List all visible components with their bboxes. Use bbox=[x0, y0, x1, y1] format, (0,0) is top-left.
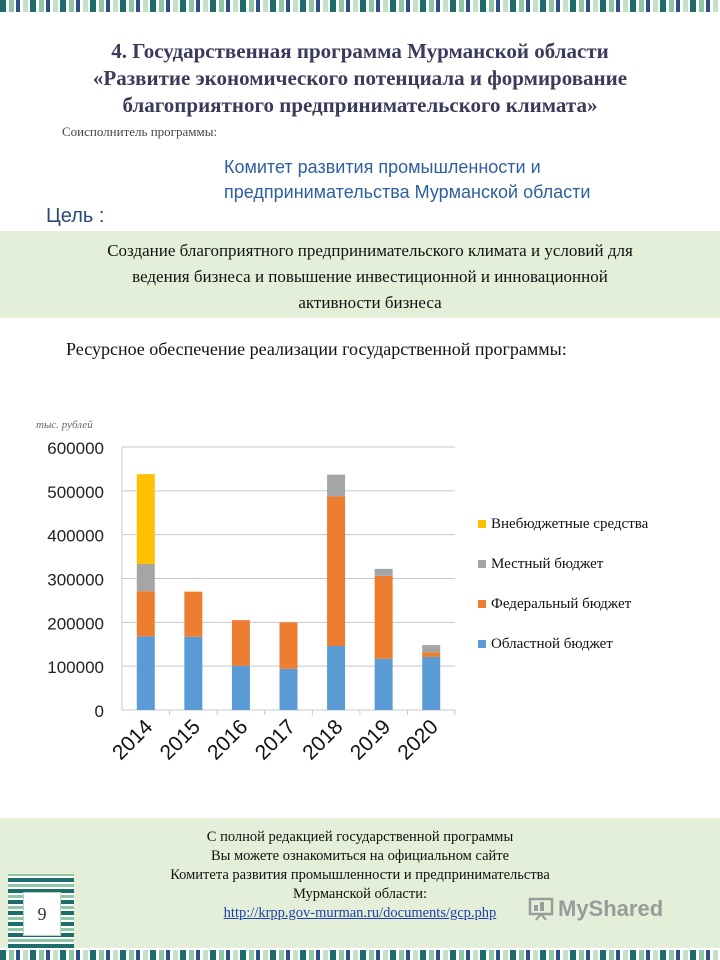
x-tick-label: 2016 bbox=[203, 715, 253, 765]
y-tick-label: 0 bbox=[94, 702, 104, 721]
title-line-2: «Развитие экономического потенциала и формирование bbox=[92, 66, 628, 90]
x-tick-label: 2014 bbox=[108, 715, 158, 765]
bar-2015-Областной-бюджет bbox=[184, 637, 202, 710]
bar-2020-Федеральный-бюджет bbox=[422, 652, 440, 657]
legend-swatch bbox=[478, 640, 486, 648]
bar-2015-Федеральный-бюджет bbox=[184, 592, 202, 637]
x-tick-label: 2015 bbox=[155, 715, 205, 765]
presentation-icon bbox=[528, 897, 554, 921]
top-decorative-stripe bbox=[0, 0, 720, 12]
bar-2018-Федеральный-бюджет bbox=[327, 496, 345, 646]
x-tick-label: 2019 bbox=[345, 715, 396, 765]
legend-label: Местный бюджет bbox=[491, 556, 604, 572]
title-line-1: 4. Государственная программа Мурманской области bbox=[111, 39, 609, 63]
program-link[interactable]: http://krpp.gov-murman.ru/documents/gcp.php bbox=[223, 905, 497, 921]
bottom-decorative-stripe bbox=[0, 950, 720, 960]
x-tick-label: 2017 bbox=[250, 715, 301, 765]
x-tick-label: 2018 bbox=[298, 715, 348, 765]
bar-2016-Областной-бюджет bbox=[232, 666, 250, 710]
footer-line-1: С полной редакцией государственной программы bbox=[206, 829, 514, 845]
chart-unit-label: тыс. рублей bbox=[36, 419, 93, 431]
bar-2017-Федеральный-бюджет bbox=[280, 622, 298, 668]
legend-swatch bbox=[478, 560, 486, 568]
footer-line-3: Комитета развития промышленности и предпринимательства bbox=[170, 867, 550, 883]
y-tick-label: 500000 bbox=[47, 482, 104, 502]
bar-2014-Внебюджетные-средства bbox=[137, 474, 155, 564]
bar-2018-Местный-бюджет bbox=[327, 475, 345, 496]
legend-swatch bbox=[478, 600, 486, 608]
footer-line-4: Мурманской области: bbox=[293, 886, 427, 902]
committee-line-2: предпринимательства Мурманской области bbox=[224, 182, 591, 202]
goal-line-3: активности бизнеса bbox=[298, 293, 442, 312]
bar-2018-Областной-бюджет bbox=[327, 646, 345, 710]
bar-2017-Областной-бюджет bbox=[280, 669, 298, 710]
committee-line-1: Комитет развития промышленности и bbox=[224, 157, 541, 177]
y-tick-label: 600000 bbox=[47, 439, 104, 458]
committee-name bbox=[224, 155, 590, 205]
watermark bbox=[528, 896, 663, 922]
page-number: 9 bbox=[23, 892, 61, 936]
footer-line-2: Вы можете ознакомиться на официальном сайте bbox=[210, 848, 510, 864]
goal-text bbox=[30, 238, 710, 316]
bar-2019-Местный-бюджет bbox=[375, 569, 393, 576]
y-tick-label: 400000 bbox=[47, 526, 104, 546]
legend-label: Областной бюджет bbox=[491, 636, 613, 652]
goal-line-1: Создание благоприятного предпринимательского климата и условий для bbox=[107, 241, 633, 260]
y-tick-label: 300000 bbox=[47, 570, 104, 590]
bar-2014-Областной-бюджет bbox=[137, 636, 155, 710]
x-tick-label: 2020 bbox=[393, 715, 443, 765]
bar-2019-Областной-бюджет bbox=[375, 659, 393, 710]
page-title bbox=[20, 38, 700, 119]
legend-label: Внебюджетные средства bbox=[491, 516, 649, 532]
legend-swatch bbox=[478, 520, 486, 528]
resource-heading: Ресурсное обеспечение реализации государственной программы: bbox=[66, 339, 567, 359]
bar-2014-Местный-бюджет bbox=[137, 564, 155, 591]
bar-2020-Местный-бюджет bbox=[422, 645, 440, 652]
bar-2019-Федеральный-бюджет bbox=[375, 576, 393, 659]
goal-line-2: ведения бизнеса и повышение инвестиционной и инновационной bbox=[132, 267, 608, 286]
bar-2020-Областной-бюджет bbox=[422, 657, 440, 710]
co-executor-label: Соисполнитель программы: bbox=[62, 124, 218, 139]
bar-2014-Федеральный-бюджет bbox=[137, 591, 155, 636]
bar-2016-Федеральный-бюджет bbox=[232, 620, 250, 666]
watermark-text: MyShared bbox=[558, 896, 664, 921]
title-line-3: благоприятного предпринимательского климата» bbox=[122, 93, 598, 117]
y-tick-label: 200000 bbox=[47, 614, 104, 634]
y-tick-label: 100000 bbox=[47, 658, 104, 678]
legend-label: Федеральный бюджет bbox=[491, 596, 632, 612]
stacked-bar-chart bbox=[0, 420, 720, 800]
goal-label: Цель : bbox=[46, 205, 105, 227]
